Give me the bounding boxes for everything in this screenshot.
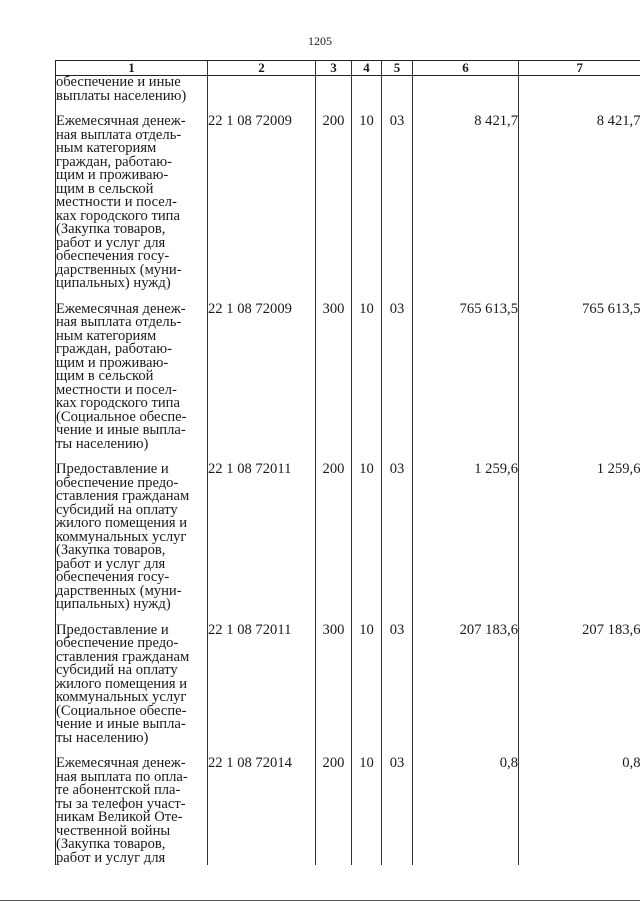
section-code: 10 (352, 115, 382, 291)
expense-name-line: обеспечение и иные (56, 74, 181, 90)
section-code: 10 (352, 757, 382, 865)
budget-classification-code: 22 1 08 72011 (208, 463, 316, 612)
expense-name-line: ная выплата по опла- (56, 768, 188, 785)
section-code: 10 (352, 303, 382, 452)
column-header: 5 (382, 61, 413, 76)
expense-name-line: ты за телефон участ- (56, 795, 186, 812)
expense-name-line: ты населению) (56, 435, 149, 452)
subsection-code: 03 (382, 115, 413, 291)
expense-name-line: коммунальных услуг (56, 528, 187, 545)
page-number: 1205 (308, 34, 332, 48)
expense-name-line: ках городского типа (56, 395, 180, 411)
expense-name-cell (56, 621, 208, 746)
expense-name-line: (Закупка товаров, (56, 836, 166, 852)
expense-name-cell (56, 757, 208, 865)
expense-name-line: обеспечение предо- (56, 474, 179, 491)
subsection-code: 03 (382, 624, 413, 746)
expense-name-line: жилого помещения и (56, 515, 188, 531)
expense-name-line: щим в сельской (56, 180, 154, 197)
amount-col-6: 8 421,7 (413, 115, 519, 291)
expense-name-line: щим в сельской (56, 368, 154, 384)
expense-name-line: дарственных (муни- (56, 261, 182, 278)
expense-name-line: чественной войны (56, 822, 171, 839)
expense-name-line: ная выплата отдель- (56, 314, 182, 330)
column-header: 7 (519, 61, 640, 76)
expense-type-code: 300 (316, 624, 352, 746)
expense-name-line: ты населению) (56, 729, 149, 746)
budget-classification-code: 22 1 08 72011 (208, 624, 316, 746)
expense-name-line: Ежемесячная денеж- (56, 113, 186, 129)
amount-col-6: 0,8 (413, 757, 519, 865)
section-code (352, 76, 382, 104)
expense-type-code: 200 (316, 115, 352, 291)
table-row (56, 624, 640, 746)
expense-name-line: выплаты населению) (56, 87, 187, 104)
expense-name-line: ным категориям (56, 140, 157, 156)
expense-name-line: Ежемесячная денеж- (56, 755, 186, 771)
expense-name-line: чение и иные выпла- (56, 716, 186, 732)
column-header: 2 (208, 61, 316, 76)
amount-col-7: 0,8 (519, 757, 640, 865)
expense-name-line: обеспечение предо- (56, 635, 179, 651)
expense-name-line: граждан, работаю- (56, 341, 172, 357)
expense-name-line: обеспечения госу- (56, 569, 170, 585)
table-body (56, 76, 640, 866)
subsection-code: 03 (382, 463, 413, 612)
expense-name-line: граждан, работаю- (56, 153, 172, 170)
amount-col-7: 8 421,7 (519, 115, 640, 291)
expense-name-line: местности и посел- (56, 194, 177, 210)
budget-classification-code: 22 1 08 72014 (208, 757, 316, 865)
column-header: 1 (56, 61, 208, 76)
amount-col-7 (519, 76, 640, 104)
expense-name-line: ставления гражданам (56, 648, 190, 665)
table-row (56, 757, 640, 865)
page-bottom-rule (0, 900, 640, 901)
expense-name-line: субсидий на оплату (56, 501, 178, 518)
column-header: 6 (413, 61, 519, 76)
amount-col-7: 765 613,5 (519, 303, 640, 452)
expense-name-line: дарственных (муни- (56, 582, 182, 599)
amount-col-6: 207 183,6 (413, 624, 519, 746)
expense-name-line: ставления гражданам (56, 488, 190, 504)
column-header: 4 (352, 61, 382, 76)
expense-name-line: ная выплата отдель- (56, 126, 182, 143)
expense-type-code (316, 76, 352, 104)
expense-name-line: жилого помещения и (56, 675, 188, 692)
budget-classification-code: 22 1 08 72009 (208, 303, 316, 452)
section-code: 10 (352, 463, 382, 612)
expense-type-code: 200 (316, 757, 352, 865)
budget-classification-code: 22 1 08 72009 (208, 115, 316, 291)
expense-name-line: местности и посел- (56, 381, 177, 398)
expense-name-line: чение и иные выпла- (56, 422, 186, 438)
expense-name-line: коммунальных услуг (56, 689, 187, 705)
column-header: 3 (316, 61, 352, 76)
expense-name-line: (Социальное обеспе- (56, 702, 187, 719)
amount-col-7: 1 259,6 (519, 463, 640, 612)
expense-name-line: Предоставление и (56, 461, 169, 477)
subsection-code: 03 (382, 303, 413, 452)
expense-name-line: субсидий на оплату (56, 662, 178, 678)
expense-name-line: никам Великой Оте- (56, 809, 183, 825)
expense-name-line: ным категориям (56, 327, 157, 344)
expense-name-line: Ежемесячная денеж- (56, 300, 186, 317)
table-row (56, 463, 640, 612)
expense-name-line: (Закупка товаров, (56, 542, 166, 558)
budget-table (55, 60, 640, 865)
expense-name-line: щим и проживаю- (56, 167, 169, 183)
expense-name-line: ципальных) нужд) (56, 596, 171, 612)
expense-name-cell (56, 300, 208, 452)
expense-name-cell (56, 463, 208, 612)
expense-name-cell (56, 76, 208, 104)
subsection-code (382, 76, 413, 104)
table-row (56, 76, 640, 104)
expense-name-line: работ и услуг для (56, 849, 166, 866)
amount-col-7: 207 183,6 (519, 624, 640, 746)
expense-name-line: работ и услуг для (56, 234, 166, 251)
expense-type-code: 300 (316, 303, 352, 452)
expense-type-code: 200 (316, 463, 352, 612)
expense-name-line: щим и проживаю- (56, 354, 169, 371)
expense-name-line: те абонентской пла- (56, 782, 181, 798)
expense-name-line: работ и услуг для (56, 555, 166, 572)
expense-name-line: (Закупка товаров, (56, 221, 166, 237)
expense-name-line: ципальных) нужд) (56, 275, 171, 291)
amount-col-6 (413, 76, 519, 104)
expense-name-cell (56, 115, 208, 291)
expense-name-line: (Социальное обеспе- (56, 408, 187, 425)
amount-col-6: 1 259,6 (413, 463, 519, 612)
table-row (56, 115, 640, 291)
section-code: 10 (352, 624, 382, 746)
table-row (56, 303, 640, 452)
expense-name-line: обеспечения госу- (56, 248, 170, 264)
expense-name-line: Предоставление и (56, 621, 169, 638)
budget-classification-code (208, 76, 316, 104)
amount-col-6: 765 613,5 (413, 303, 519, 452)
expense-name-line: ках городского типа (56, 207, 180, 224)
subsection-code: 03 (382, 757, 413, 865)
